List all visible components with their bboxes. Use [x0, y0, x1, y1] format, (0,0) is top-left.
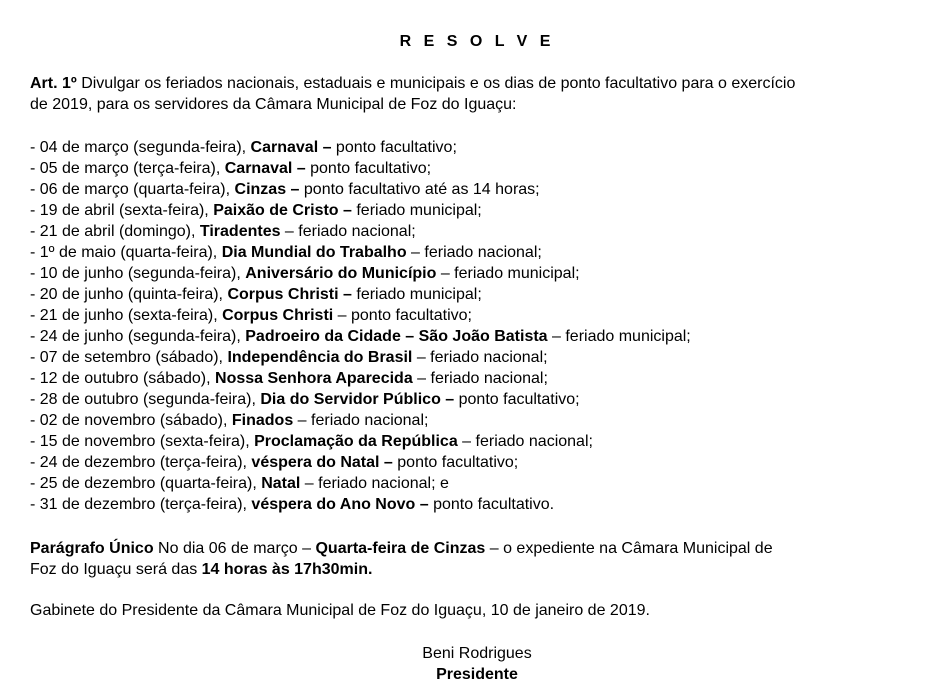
holiday-name: Nossa Senhora Aparecida [215, 370, 413, 387]
holiday-type: ponto facultativo; [331, 139, 457, 156]
article-text: Divulgar os feriados nacionais, estaduais e municipais e os dias de ponto facultativo para o exercício [76, 75, 796, 92]
holiday-type: ponto facultativo; [305, 160, 432, 177]
holiday-type: ponto facultativo até as 14 horas; [299, 181, 540, 198]
holiday-name: Finados [231, 412, 294, 429]
holiday-date: - 07 de setembro (sábado), [30, 349, 228, 366]
holiday-type: – feriado nacional; [412, 349, 548, 366]
holiday-name: Natal [261, 475, 301, 492]
holiday-item [30, 368, 691, 389]
holiday-item [30, 452, 691, 473]
holiday-type: – feriado nacional; [293, 412, 429, 429]
paragrafo-text: – o expediente na Câmara Municipal de [485, 540, 773, 557]
paragrafo-text: No dia 06 de março – [153, 540, 316, 557]
holiday-date: - 21 de junho (sexta-feira), [30, 307, 223, 324]
holiday-item [30, 242, 691, 263]
holiday-name: Corpus Christi – [227, 286, 352, 303]
holiday-item [30, 410, 691, 431]
holiday-date: - 1º de maio (quarta-feira), [30, 244, 222, 261]
holiday-type: – ponto facultativo; [333, 307, 472, 324]
paragrafo-line2 [30, 559, 924, 580]
article-label: Art. 1º [30, 75, 77, 92]
holiday-date: - 28 de outubro (segunda-feira), [30, 391, 261, 408]
holiday-name: Corpus Christi [222, 307, 334, 324]
holiday-date: - 19 de abril (sexta-feira), [30, 202, 214, 219]
holiday-type: ponto facultativo; [392, 454, 519, 471]
holiday-name: Proclamação da República [254, 433, 458, 450]
holiday-date: - 24 de junho (segunda-feira), [30, 328, 246, 345]
holiday-item [30, 389, 691, 410]
holiday-item [30, 473, 691, 494]
holiday-item [30, 200, 691, 221]
holiday-date: - 05 de março (terça-feira), [30, 160, 225, 177]
holiday-type: – feriado nacional; [406, 244, 542, 261]
signature-name: Beni Rodrigues [422, 645, 532, 662]
holiday-item [30, 326, 691, 347]
holiday-date: - 20 de junho (quinta-feira), [30, 286, 228, 303]
holiday-name: véspera do Natal – [251, 454, 393, 471]
holiday-name: Carnaval – [250, 139, 332, 156]
holiday-type: ponto facultativo. [428, 496, 555, 513]
signature-role: Presidente [436, 666, 518, 683]
paragrafo-line1 [30, 538, 924, 559]
holiday-list [30, 137, 691, 515]
holiday-date: - 04 de março (segunda-feira), [30, 139, 251, 156]
holiday-name: Carnaval – [224, 160, 306, 177]
holiday-name: Dia Mundial do Trabalho [221, 244, 407, 261]
paragrafo-bold: Quarta-feira de Cinzas [315, 540, 486, 557]
holiday-item [30, 305, 691, 326]
holiday-name: véspera do Ano Novo – [251, 496, 429, 513]
holiday-date: - 15 de novembro (sexta-feira), [30, 433, 255, 450]
holiday-type: feriado municipal; [351, 286, 482, 303]
holiday-name: Independência do Brasil [227, 349, 413, 366]
holiday-item [30, 347, 691, 368]
article-1-line1 [30, 73, 924, 94]
holiday-type: – feriado municipal; [436, 265, 580, 282]
holiday-date: - 10 de junho (segunda-feira), [30, 265, 246, 282]
holiday-item [30, 263, 691, 284]
holiday-type: – feriado municipal; [547, 328, 691, 345]
paragrafo-label: Parágrafo Único [30, 540, 154, 557]
holiday-name: Tiradentes [199, 223, 281, 240]
holiday-date: - 24 de dezembro (terça-feira), [30, 454, 252, 471]
closing-line: Gabinete do Presidente da Câmara Municipal de Foz do Iguaçu, 10 de janeiro de 2019. [30, 602, 650, 619]
holiday-item [30, 284, 691, 305]
holiday-type: – feriado nacional; [412, 370, 548, 387]
holiday-type: – feriado nacional; e [300, 475, 449, 492]
holiday-date: - 02 de novembro (sábado), [30, 412, 232, 429]
holiday-type: – feriado nacional; [280, 223, 416, 240]
holiday-item [30, 431, 691, 452]
holiday-item [30, 158, 691, 179]
holiday-type: feriado municipal; [351, 202, 482, 219]
holiday-date: - 21 de abril (domingo), [30, 223, 200, 240]
holiday-date: - 25 de dezembro (quarta-feira), [30, 475, 262, 492]
holiday-date: - 31 de dezembro (terça-feira), [30, 496, 252, 513]
holiday-name: Padroeiro da Cidade – São João Batista [245, 328, 548, 345]
holiday-date: - 06 de março (quarta-feira), [30, 181, 235, 198]
holiday-date: - 12 de outubro (sábado), [30, 370, 216, 387]
paragrafo-hours: 14 horas às 17h30min. [201, 561, 373, 578]
holiday-type: – feriado nacional; [457, 433, 593, 450]
holiday-item [30, 221, 691, 242]
holiday-type: ponto facultativo; [454, 391, 580, 408]
holiday-name: Aniversário do Município [245, 265, 437, 282]
article-1-line2: de 2019, para os servidores da Câmara Municipal de Foz do Iguaçu: [30, 96, 517, 113]
holiday-name: Cinzas – [234, 181, 300, 198]
holiday-item [30, 494, 691, 515]
paragrafo-text: Foz do Iguaçu será das [30, 561, 202, 578]
holiday-name: Paixão de Cristo – [213, 202, 352, 219]
holiday-item [30, 137, 691, 158]
resolve-heading: R E S O L V E [399, 33, 555, 50]
holiday-item [30, 179, 691, 200]
holiday-name: Dia do Servidor Público – [260, 391, 455, 408]
